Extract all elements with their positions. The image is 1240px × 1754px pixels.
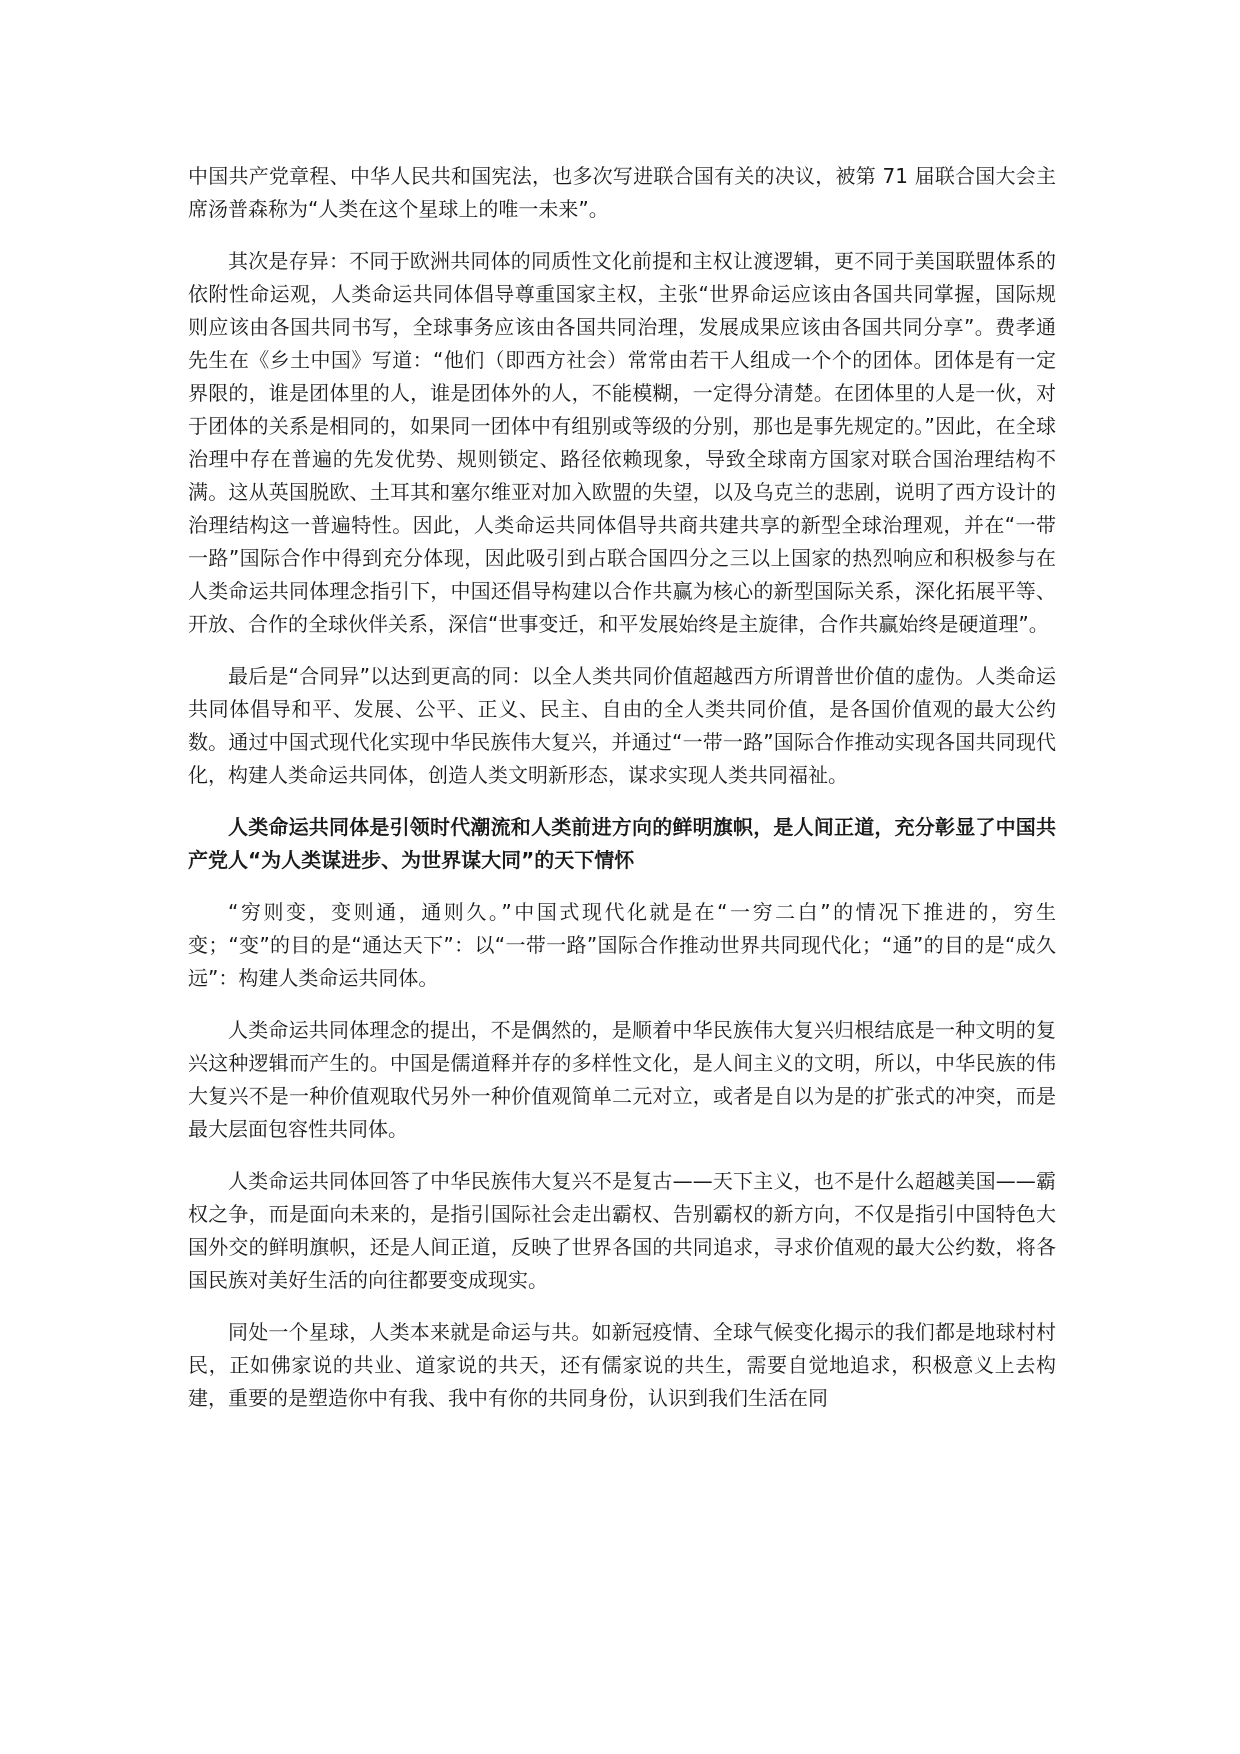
document-page: [188, 160, 1056, 1434]
paragraph-3: 最后是“合同异”以达到更高的同：以全人类共同价值超越西方所谓普世价值的虚伪。人类命运共同体倡导和平、发展、公平、正义、民主、自由的全人类共同价值，是各国价值观的最大公约数。通过中国式现代化实现中华民族伟大复兴，并通过“一带一路”国际合作推动实现各国共同现代化，构建人类命运共同体，创造人类文明新形态，谋求实现人类共同福祉。: [188, 664, 1056, 787]
paragraph-5: 人类命运共同体理念的提出，不是偶然的，是顺着中华民族伟大复兴归根结底是一种文明的复兴这种逻辑而产生的。中国是儒道释并存的多样性文化，是人间主义的文明，所以，中华民族的伟大复兴不是一种价值观取代另外一种价值观简单二元对立，或者是自以为是的扩张式的冲突，而是最大层面包容性共同体。: [188, 1018, 1056, 1141]
paragraph-2: 其次是存异：不同于欧洲共同体的同质性文化前提和主权让渡逻辑，更不同于美国联盟体系的依附性命运观，人类命运共同体倡导尊重国家主权，主张“世界命运应该由各国共同掌握，国际规则应该由各国共同书写，全球事务应该由各国共同治理，发展成果应该由各国共同分享”。费孝通先生在《乡土中国》写道：“他们（即西方社会）常常由若干人组成一个个的团体。团体是有一定界限的，谁是团体里的人，谁是团体外的人，不能模糊，一定得分清楚。在团体里的人是一伙，对于团体的关系是相同的，如果同一团体中有组别或等级的分别，那也是事先规定的。”因此，在全球治理中存在普遍的先发优势、规则锁定、路径依赖现象，导致全球南方国家对联合国治理结构不满。这从英国脱欧、土耳其和塞尔维亚对加入欧盟的失望，以及乌克兰的悲剧，说明了西方设计的治理结构这一普遍特性。因此，人类命运共同体倡导共商共建共享的新型全球治理观，并在“一带一路”国际合作中得到充分体现，因此吸引到占联合国四分之三以上国家的热烈响应和积极参与在人类命运共同体理念指引下，中国还倡导构建以合作共赢为核心的新型国际关系，深化拓展平等、开放、合作的全球伙伴关系，深信“世事变迁，和平发展始终是主旋律，合作共赢始终是硬道理”。: [188, 249, 1056, 636]
paragraph-4: “穷则变，变则通，通则久。”中国式现代化就是在“一穷二白”的情况下推进的，穷生变；“变”的目的是“通达天下”：以“一带一路”国际合作推动世界共同现代化；“通”的目的是“成久远”：构建人类命运共同体。: [188, 900, 1056, 990]
section-heading: 人类命运共同体是引领时代潮流和人类前进方向的鲜明旗帜，是人间正道，充分彰显了中国共产党人“为人类谋进步、为世界谋大同”的天下情怀: [188, 815, 1056, 872]
paragraph-1: 中国共产党章程、中华人民共和国宪法，也多次写进联合国有关的决议，被第 71 届联合国大会主席汤普森称为“人类在这个星球上的唯一未来”。: [188, 164, 1056, 221]
paragraph-7: 同处一个星球，人类本来就是命运与共。如新冠疫情、全球气候变化揭示的我们都是地球村村民，正如佛家说的共业、道家说的共天，还有儒家说的共生，需要自觉地追求，积极意义上去构建，重要的是塑造你中有我、我中有你的共同身份，认识到我们生活在同: [188, 1320, 1056, 1410]
paragraph-6: 人类命运共同体回答了中华民族伟大复兴不是复古——天下主义，也不是什么超越美国——霸权之争，而是面向未来的，是指引国际社会走出霸权、告别霸权的新方向，不仅是指引中国特色大国外交的鲜明旗帜，还是人间正道，反映了世界各国的共同追求，寻求价值观的最大公约数，将各国民族对美好生活的向往都要变成现实。: [188, 1169, 1056, 1292]
